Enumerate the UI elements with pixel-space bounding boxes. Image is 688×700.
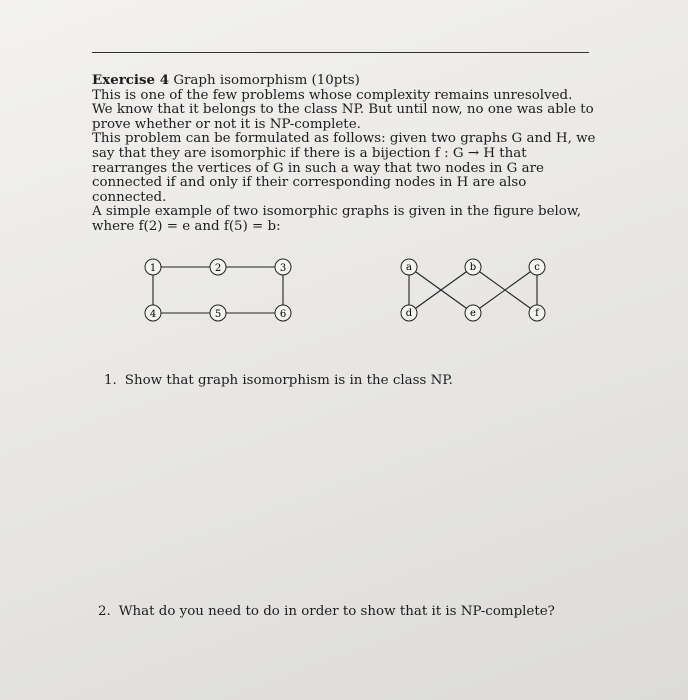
svg-text:5: 5 — [214, 309, 222, 320]
svg-text:2: 2 — [214, 263, 222, 274]
svg-text:6: 6 — [279, 309, 287, 320]
node-f — [529, 305, 545, 321]
exercise-text — [92, 73, 597, 235]
paragraph-intro: This is one of the few problems whose complexity remains unresolved. We know that it belongs to the class NP. But until now, no one was able to prove whether or not it is NP-complete. — [92, 87, 594, 132]
node-5 — [210, 305, 226, 321]
svg-text:c: c — [534, 262, 540, 273]
paragraph-definition: This problem can be formulated as follows: given two graphs G and H, we say that they are isomorphic if there is a bijection f : G → H that rearranges the vertices of G in such a way that two nodes in G are connected if and only if their corresponding nodes in H are also connected. — [92, 131, 596, 205]
exercise-heading — [92, 73, 597, 89]
node-1 — [145, 259, 161, 275]
svg-text:4: 4 — [149, 309, 157, 320]
question-1-text: Show that graph isomorphism is in the class NP. — [124, 373, 453, 388]
top-rule — [92, 52, 589, 53]
graph-figure — [140, 256, 560, 328]
graph-g-nodes — [145, 259, 291, 321]
svg-text:3: 3 — [279, 263, 287, 274]
node-2 — [210, 259, 226, 275]
question-1-number: 1. — [104, 373, 117, 388]
question-2-text: What do you need to do in order to show that it is NP-complete? — [118, 604, 555, 619]
node-e — [465, 305, 481, 321]
svg-text:d: d — [405, 308, 413, 319]
node-6 — [275, 305, 291, 321]
exercise-label: Exercise 4 — [92, 72, 170, 88]
question-1 — [104, 373, 453, 389]
node-3 — [275, 259, 291, 275]
svg-text:a: a — [406, 262, 412, 273]
node-d — [401, 305, 417, 321]
question-2-number: 2. — [98, 604, 111, 619]
node-a — [401, 259, 417, 275]
svg-text:b: b — [469, 262, 477, 273]
node-b — [465, 259, 481, 275]
node-4 — [145, 305, 161, 321]
svg-text:f: f — [535, 308, 539, 319]
question-2 — [98, 604, 555, 620]
node-c — [529, 259, 545, 275]
svg-text:1: 1 — [149, 263, 157, 274]
paragraph-example: A simple example of two isomorphic graphs is given in the figure below, where f(2) = e and f(5) = b: — [92, 204, 581, 234]
svg-text:e: e — [470, 308, 476, 319]
exercise-title: Graph isomorphism (10pts) — [173, 73, 360, 88]
graph-h-nodes — [401, 259, 545, 321]
